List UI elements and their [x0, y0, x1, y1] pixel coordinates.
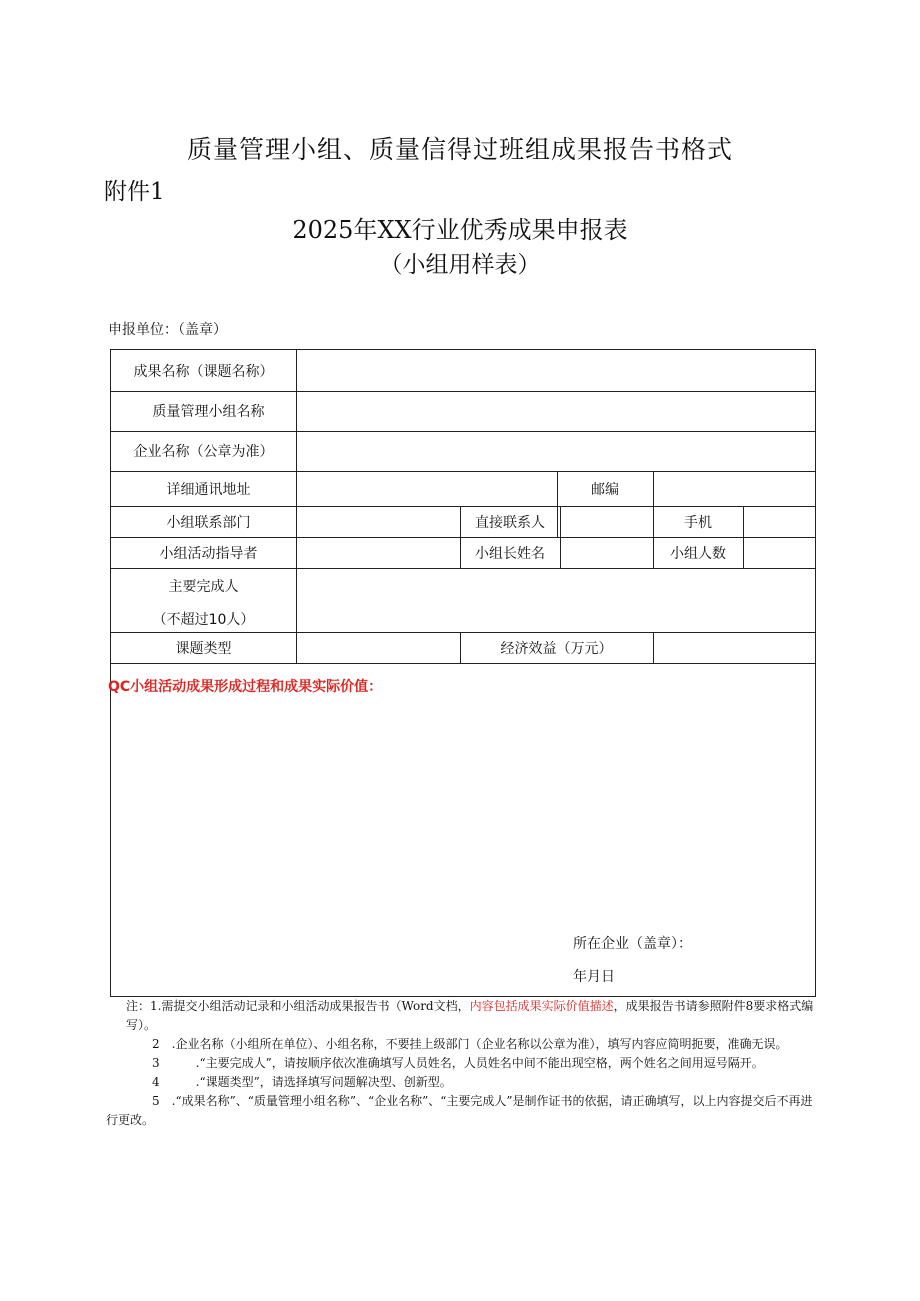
benefit-label: 经济效益（万元）	[500, 640, 613, 657]
application-form-table	[110, 349, 816, 997]
result-name-label: 成果名称（课题名称）	[133, 363, 274, 380]
document-title: 质量管理小组、质量信得过班组成果报告书格式	[186, 135, 733, 164]
note-3: 3 .“主要完成人”，请按顺序依次准确填写人员姓名，人员姓名中间不能出现空格，两个姓名之间用逗号隔开。	[152, 1056, 764, 1070]
company-name-field[interactable]	[296, 431, 815, 471]
contact-field[interactable]	[560, 506, 653, 537]
date-label: 年月日	[573, 969, 615, 985]
note-4: 4 .“课题类型”，请选择填写问题解决型、创新型。	[152, 1075, 452, 1089]
qc-description-area[interactable]	[111, 663, 815, 996]
notes-section	[106, 997, 822, 1130]
topic-type-label: 课题类型	[175, 640, 232, 657]
main-members-label: 主要完成人	[168, 579, 239, 595]
applicant-unit-label: 申报单位：（盖章）	[108, 322, 227, 338]
form-title: 2025年XX行业优秀成果申报表	[292, 216, 628, 244]
form-subtitle: （小组用样表）	[379, 252, 541, 278]
note-1-text: 注：1.需提交小组活动记录和小组活动成果报告书（Word文档，	[126, 999, 470, 1013]
qc-description-label: QC小组活动成果形成过程和成果实际价值：	[108, 679, 383, 695]
address-label: 详细通讯地址	[166, 481, 251, 498]
dept-label: 小组联系部门	[166, 514, 251, 531]
address-field[interactable]	[296, 471, 557, 506]
leader-label: 小组长姓名	[475, 545, 545, 562]
dept-field[interactable]	[296, 506, 460, 537]
main-members-limit-label: （不超过10人）	[152, 612, 255, 628]
members-count-field[interactable]	[743, 537, 815, 568]
note-1	[106, 997, 822, 1035]
note-1-text-end: ，成果报告书请参照附件8要求格式编写）。	[126, 999, 814, 1032]
mobile-label: 手机	[684, 514, 712, 531]
mobile-field[interactable]	[743, 506, 815, 537]
members-count-label: 小组人数	[670, 545, 726, 562]
postcode-label: 邮编	[591, 481, 619, 498]
main-members-field[interactable]	[296, 568, 815, 632]
postcode-field[interactable]	[653, 471, 815, 506]
note-1-highlight: 内容包括成果实际价值描述	[469, 999, 614, 1013]
group-name-label: 质量管理小组名称	[152, 404, 265, 420]
result-name-field[interactable]	[296, 350, 815, 391]
topic-type-field[interactable]	[296, 632, 460, 663]
group-name-field[interactable]	[296, 391, 815, 431]
company-stamp-label: 所在企业（盖章）：	[573, 936, 692, 952]
note-2: 2 .企业名称（小组所在单位）、小组名称，不要挂上级部门（企业名称以公章为准），填写内容应简明扼要，准确无误。	[152, 1037, 788, 1051]
company-name-label: 企业名称（公章为准）	[133, 444, 274, 460]
benefit-field[interactable]	[653, 632, 815, 663]
mentor-field[interactable]	[296, 537, 460, 568]
contact-label: 直接联系人	[475, 514, 545, 531]
attachment-label: 附件1	[104, 179, 165, 205]
leader-field[interactable]	[560, 537, 653, 568]
note-5: 5 .“成果名称”、“质量管理小组名称”、“企业名称”、“主要完成人”是制作证书的依据，请正确填写，以上内容提交后不再进行更改。	[106, 1094, 813, 1127]
mentor-label: 小组活动指导者	[159, 545, 258, 562]
